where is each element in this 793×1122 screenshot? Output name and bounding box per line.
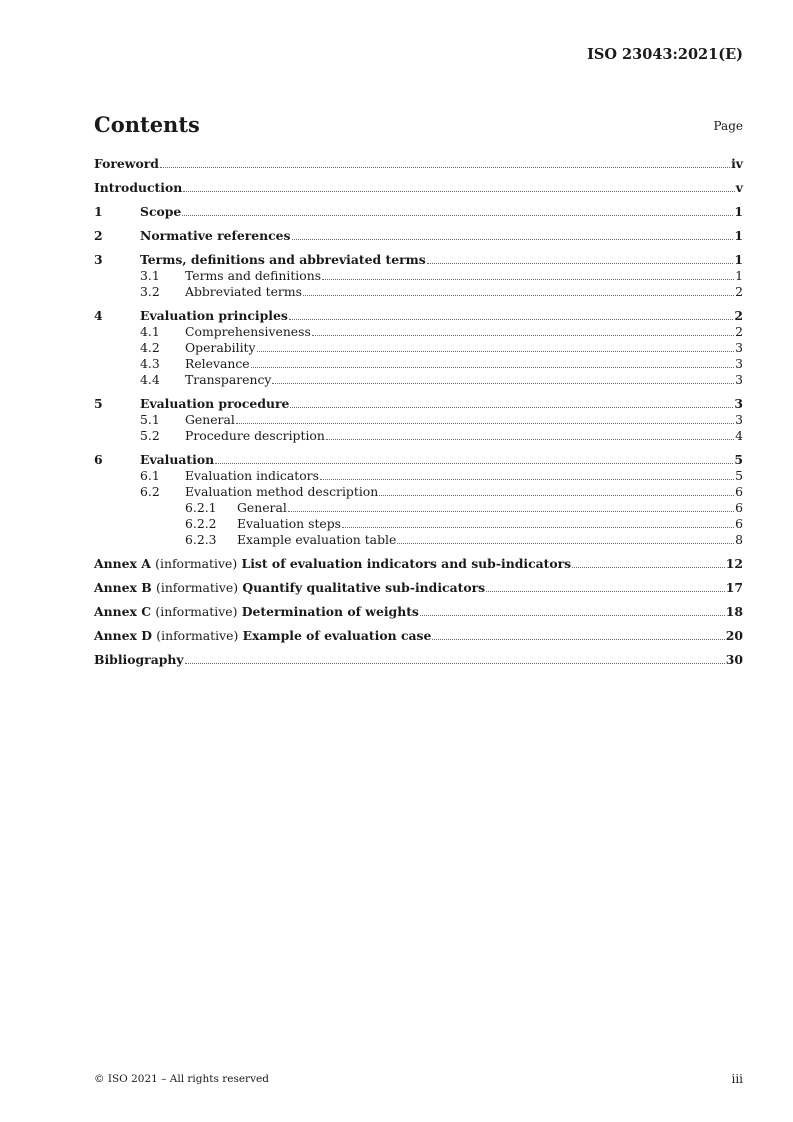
toc-entry-label: General	[185, 412, 235, 427]
toc-entry-number: 6.2	[140, 484, 160, 499]
page-title: Contents	[94, 112, 200, 137]
toc-entry-page: 8	[735, 532, 743, 547]
annex-type: (informative)	[156, 580, 239, 595]
toc-entry-label: Abbreviated terms	[185, 284, 302, 299]
toc-entry-page: 6	[735, 484, 743, 499]
toc-entry[interactable]	[94, 228, 743, 244]
toc-entry[interactable]	[94, 484, 743, 500]
toc-entry[interactable]	[94, 284, 743, 300]
toc-entry-page: 6	[735, 516, 743, 531]
toc-entry-page: 12	[725, 556, 743, 571]
toc-entry-label: Operability	[185, 340, 256, 355]
toc-entry-label: Evaluation steps	[237, 516, 342, 531]
toc-entry-label	[94, 556, 571, 572]
toc-entry[interactable]	[94, 468, 743, 484]
toc-entry-number: 5.1	[140, 412, 160, 427]
annex-type: (informative)	[155, 604, 238, 619]
toc-entry-page: 2	[735, 324, 743, 339]
toc-entry-label: General	[237, 500, 287, 515]
toc-entry-label: Foreword	[94, 156, 159, 171]
toc-entry-number: 5	[94, 396, 103, 411]
copyright-notice: © ISO 2021 – All rights reserved	[94, 1073, 269, 1085]
toc-entry[interactable]	[94, 356, 743, 372]
dot-leader	[215, 453, 733, 464]
toc-entry-number: 6.2.3	[185, 532, 217, 547]
document-id: ISO 23043:2021(E)	[587, 46, 743, 63]
dot-leader	[182, 205, 733, 216]
annex-title: Determination of weights	[241, 604, 419, 619]
toc-entry-label: Bibliography	[94, 652, 184, 667]
toc-entry[interactable]	[94, 396, 743, 412]
toc-entry-number: 2	[94, 228, 103, 243]
toc-entry-label: Terms and definitions	[185, 268, 322, 283]
toc-entry-page: 1	[734, 228, 743, 243]
toc-entry[interactable]	[94, 156, 743, 172]
toc-entry[interactable]	[94, 628, 743, 644]
toc-entry-page: 2	[735, 284, 743, 299]
toc-entry[interactable]	[94, 604, 743, 620]
toc-entry[interactable]	[94, 180, 743, 196]
page-column-label: Page	[713, 119, 743, 133]
toc-entry-page: 6	[735, 500, 743, 515]
dot-leader	[290, 397, 733, 408]
toc-entry-page: 3	[735, 372, 743, 387]
annex-id: Annex C	[94, 604, 152, 619]
toc-entry-number: 4	[94, 308, 103, 323]
toc-entry-label: Scope	[140, 204, 182, 219]
annex-type: (informative)	[156, 628, 239, 643]
toc-entry-page: 5	[735, 468, 743, 483]
toc-entry-number: 4.2	[140, 340, 160, 355]
toc-entry-number: 4.1	[140, 324, 160, 339]
toc-entry-label: Introduction	[94, 180, 183, 195]
toc-entry-page: 1	[734, 204, 743, 219]
toc-entry-number: 3.2	[140, 284, 160, 299]
dot-leader	[572, 557, 725, 568]
dot-leader	[322, 269, 734, 280]
dot-leader	[160, 157, 730, 168]
dot-leader	[427, 253, 734, 264]
toc-entry-label: Terms, definitions and abbreviated terms	[140, 252, 426, 267]
toc-entry-number: 4.4	[140, 372, 160, 387]
toc-entry[interactable]	[94, 252, 743, 268]
toc-entry-label: Example evaluation table	[237, 532, 397, 547]
toc-entry[interactable]	[94, 580, 743, 596]
toc-entry-label	[94, 580, 485, 596]
toc-entry-number: 6.1	[140, 468, 160, 483]
table-of-contents	[94, 156, 743, 668]
toc-entry-label: Evaluation procedure	[140, 396, 290, 411]
annex-id: Annex A	[94, 556, 151, 571]
toc-entry-label: Comprehensiveness	[185, 324, 311, 339]
toc-entry-page: v	[735, 180, 743, 195]
toc-entry[interactable]	[94, 372, 743, 388]
toc-entry[interactable]	[94, 652, 743, 668]
annex-title: Example of evaluation case	[242, 628, 432, 643]
toc-entry-page: 18	[725, 604, 743, 619]
toc-entry[interactable]	[94, 428, 743, 444]
toc-entry-page: 20	[725, 628, 743, 643]
dot-leader	[289, 309, 734, 320]
toc-entry-number: 3	[94, 252, 103, 267]
annex-id: Annex D	[94, 628, 152, 643]
toc-entry[interactable]	[94, 268, 743, 284]
toc-entry-page: 3	[735, 340, 743, 355]
toc-entry-page: iv	[731, 156, 743, 171]
annex-title: Quantify qualitative sub-indicators	[242, 580, 486, 595]
annex-title: List of evaluation indicators and sub-indicators	[241, 556, 572, 571]
dot-leader	[326, 429, 734, 440]
toc-entry[interactable]	[94, 412, 743, 428]
dot-leader	[292, 229, 734, 240]
dot-leader	[272, 373, 734, 384]
toc-entry-page: 5	[734, 452, 743, 467]
toc-entry[interactable]	[94, 532, 743, 548]
dot-leader	[432, 629, 724, 640]
annex-type: (informative)	[155, 556, 238, 571]
dot-leader	[236, 413, 734, 424]
dot-leader	[288, 501, 734, 512]
toc-entry-number: 6.2.2	[185, 516, 217, 531]
toc-entry-label: Procedure description	[185, 428, 325, 443]
dot-leader	[251, 357, 735, 368]
toc-entry[interactable]	[94, 452, 743, 468]
dot-leader	[420, 605, 725, 616]
toc-entry-page: 30	[725, 652, 743, 667]
dot-leader	[486, 581, 725, 592]
dot-leader	[379, 485, 734, 496]
toc-entry-label: Relevance	[185, 356, 250, 371]
dot-leader	[303, 285, 734, 296]
toc-entry-page: 3	[735, 356, 743, 371]
dot-leader	[257, 341, 735, 352]
dot-leader	[185, 653, 725, 664]
toc-entry-label: Evaluation method description	[185, 484, 379, 499]
toc-entry-number: 3.1	[140, 268, 160, 283]
toc-entry-page: 1	[735, 268, 743, 283]
toc-entry-number: 5.2	[140, 428, 160, 443]
toc-entry-page: 4	[735, 428, 743, 443]
toc-entry-label: Evaluation principles	[140, 308, 288, 323]
toc-entry[interactable]	[94, 500, 743, 516]
toc-entry-label: Evaluation indicators	[185, 468, 319, 483]
toc-entry-number: 6	[94, 452, 103, 467]
toc-entry[interactable]	[94, 556, 743, 572]
toc-entry-page: 17	[725, 580, 743, 595]
toc-entry-page: 2	[734, 308, 743, 323]
toc-entry-label: Normative references	[140, 228, 291, 243]
page-number: iii	[731, 1072, 743, 1086]
toc-entry-number: 6.2.1	[185, 500, 217, 515]
dot-leader	[183, 181, 735, 192]
toc-entry-label	[94, 628, 431, 644]
annex-id: Annex B	[94, 580, 152, 595]
dot-leader	[397, 533, 734, 544]
dot-leader	[312, 325, 734, 336]
toc-entry[interactable]	[94, 516, 743, 532]
toc-entry-label	[94, 604, 419, 620]
toc-entry[interactable]	[94, 308, 743, 324]
dot-leader	[320, 469, 734, 480]
toc-entry[interactable]	[94, 340, 743, 356]
dot-leader	[342, 517, 734, 528]
toc-entry-label: Evaluation	[140, 452, 215, 467]
toc-entry[interactable]	[94, 324, 743, 340]
toc-entry-number: 1	[94, 204, 103, 219]
toc-entry[interactable]	[94, 204, 743, 220]
toc-entry-page: 3	[734, 396, 743, 411]
toc-entry-page: 3	[735, 412, 743, 427]
toc-entry-label: Transparency	[185, 372, 272, 387]
toc-entry-page: 1	[734, 252, 743, 267]
toc-entry-number: 4.3	[140, 356, 160, 371]
